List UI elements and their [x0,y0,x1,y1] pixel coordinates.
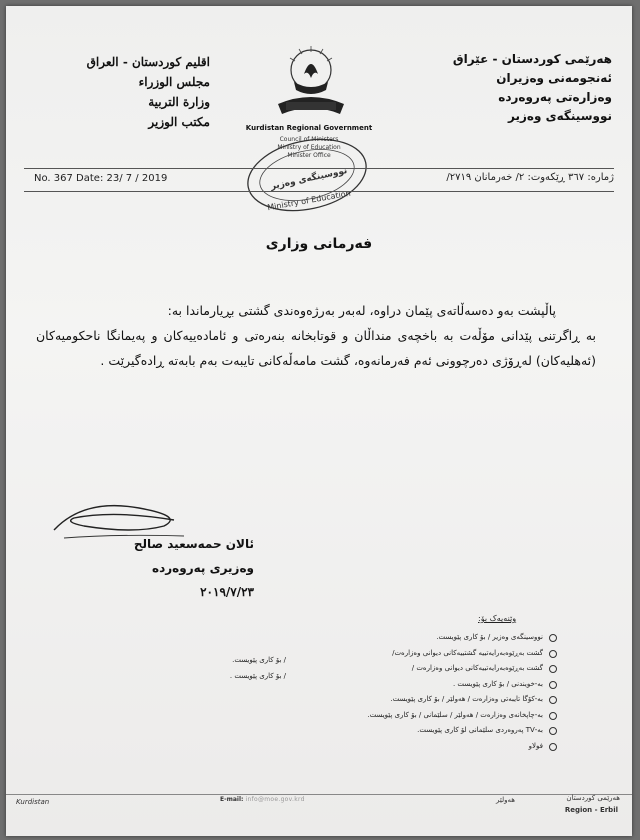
list-item: بە-چاپخانەی وەزارەت / هەولێر / سلێمانی / بۆ کاری پێویست. [302,708,557,724]
bullet-icon [549,665,557,673]
kurdish-header-line: نووسینگەی وەزیر [508,109,612,123]
bullet-icon [549,681,557,689]
bullet-icon [549,650,557,658]
kurdish-letterhead [412,50,612,126]
footer-bar [6,794,632,825]
arabic-header-line: مكتب الوزير [148,115,210,129]
footer-region-en: Region - Erbil [564,806,618,814]
footer-email-label: E-mail: [220,796,244,803]
signatory-block [54,532,254,604]
body-paragraph: بە ڕاگرتنی پێدانی مۆڵەت بە باخچەی منداڵان و قوتابخانە بنەرەتی و ئامادەییەکان و پەیمانگا ناحکومیەکان (ئەهلیەکان) لەڕۆژی دەرچوونی ئەم فەرمانەوە، گشت مامەڵەکانی تایبەت بەم بابەتە ڕادەگیرێت . [36,328,596,368]
bullet-icon [549,712,557,720]
list-item: بە-TV پەروەردی سلێمانی لۆ کاری پێویست. [302,723,557,739]
arabic-header-line: اقليم كوردستان - العراق [86,55,210,69]
bullet-icon [549,696,557,704]
signatory-position: وەزیری پەروەردە [152,561,254,575]
kurdish-header-line: هەرێمی کوردستان - عێراق [452,52,612,66]
reference-english: No. 367 Date: 23/ 7 / 2019 [34,173,168,184]
emblem-caption: Kurdistan Regional Government [245,124,373,132]
bullet-icon [549,634,557,642]
stamp-text: Council of Ministers [279,136,339,143]
bullet-icon [549,727,557,735]
list-item: گشت بەڕێوەبەرایەتییەکانی دیوانی وەزارەت / [302,661,557,677]
footer-region-ku: هەرێمی کوردستان [566,794,620,802]
kurdish-header-line: ئەنجومەنی وەزیران [496,71,612,85]
body-paragraph: پاڵپشت بەو دەسەڵاتەی پێمان دراوە، لەبەر بەرژەوەندی گشتی بڕیارماندا بە: [167,303,556,318]
arabic-letterhead [30,52,210,132]
footer-left: Kurdistan [16,798,50,806]
stamp-text: Ministry of Education [266,188,352,213]
list-item: فولاو [302,739,557,755]
list-item: نووسینگەی وەزیر / بۆ کاری پێویست. [302,630,557,646]
stamp-text: Ministry of Education [277,144,341,151]
document-page [6,6,632,836]
footer-city: هەولێر [496,796,515,804]
list-item: گشت بەڕێوەبەرایەتییە گشتییەکانی دیوانی وەزارەت/ [302,646,557,662]
stamp-text: Minister Office [287,152,331,159]
list-item: بە-کۆگا تایبەتی وەزارەت / هەولێر / بۆ کاری پێویست. [302,692,557,708]
arabic-header-line: وزارة التربية [148,95,210,109]
stamp-script-text: نووسینگەی وەزیر [269,166,349,192]
document-title: فەرمانی وزاری [265,236,373,252]
copy-to-title: وێنەیەک بۆ: [478,614,517,623]
copy-to-continued [176,652,286,684]
footer-email-value: info@moe.gov.krd [245,796,305,803]
list-item: بە-خویندنی / بۆ کاری پێویست . [302,677,557,693]
copy-to-extra-line: / بۆ کاری پێویست . [229,672,286,680]
reference-kurdish: ژمارە: ٣٦٧ ڕێکەوت: ٢/ خەرمانان ٢٧١٩/ [446,172,614,183]
kurdish-header-line: وەزارەتی پەروەردە [498,90,612,104]
document-body [36,298,596,373]
arabic-header-line: مجلس الوزراء [138,75,210,89]
copy-to-extra-line: / بۆ کاری پێویست. [232,656,286,664]
bullet-icon [549,743,557,751]
copy-to-list [302,630,557,754]
krg-emblem-icon [256,40,366,130]
footer-email [220,796,305,803]
signature-date: ٢٠١٩/٧/٢٣ [200,585,254,599]
signatory-name: ئالان حمەسعید صالح [133,537,254,551]
